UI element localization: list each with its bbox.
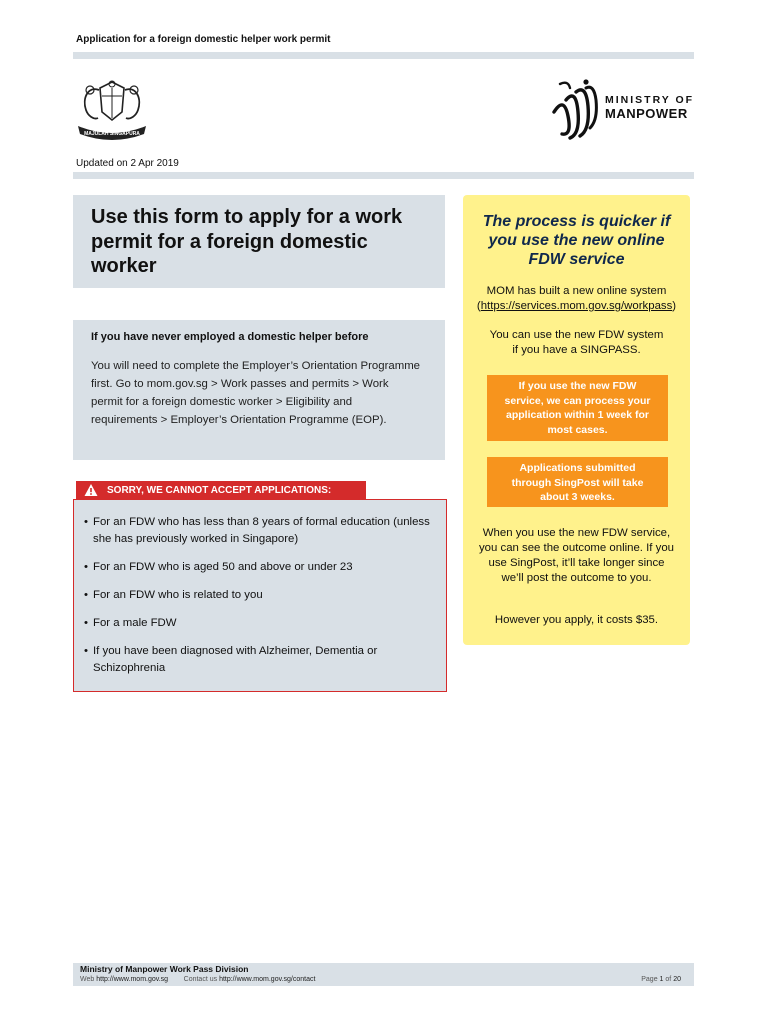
list-item: [84, 559, 434, 576]
fdw-speed-text: If you use the new FDW service, we can process your application within 1 week for most cases.: [504, 380, 651, 436]
page-of: of: [665, 976, 672, 983]
list-item-text: For an FDW who is aged 50 and above or under 23: [93, 561, 353, 573]
web-link[interactable]: http://www.mom.gov.sg: [96, 976, 169, 983]
never-employed-panel: [73, 320, 445, 460]
contact-link[interactable]: http://www.mom.gov.sg/contact: [219, 976, 316, 983]
online-service-sidebar: [463, 195, 690, 645]
singapore-crest-icon: [74, 76, 150, 140]
list-item: [84, 615, 434, 632]
singpass-text: You can use the new FDW system if you have a SINGPASS.: [489, 329, 664, 356]
bullet-icon: •: [84, 645, 88, 657]
updated-date: Updated on 2 Apr 2019: [76, 158, 179, 169]
list-item-text: For a male FDW: [93, 617, 177, 629]
warning-icon: [84, 483, 98, 497]
page-label: Page: [641, 976, 658, 983]
list-item: [84, 514, 434, 548]
cannot-accept-panel: [73, 499, 447, 692]
bullet-icon: •: [84, 589, 88, 601]
logo-ministry-text: MINISTRY OF: [605, 94, 695, 106]
singpost-text: Applications submitted through SingPost will take about 3 weeks.: [511, 462, 644, 503]
bullet-icon: •: [84, 617, 88, 629]
never-employed-heading: If you have never employed a domestic helper before: [91, 331, 369, 343]
workpass-link[interactable]: https://services.mom.gov.sg/workpass: [480, 300, 673, 312]
cost-text: However you apply, it costs $35.: [494, 614, 659, 626]
never-employed-body: You will need to complete the Employer’s Orientation Programme first. Go to mom.gov.sg > Work passes and permits > Work permit for a foreign domestic worker > Eligibility and requirements > Employer’s Orientation Programme (EOP).: [91, 360, 421, 426]
bullet-icon: •: [84, 561, 88, 573]
page-number: [641, 976, 681, 983]
online-system-text: [469, 284, 684, 314]
footer-links: [80, 976, 315, 983]
contact-label: Contact us: [183, 976, 218, 983]
list-item: [84, 587, 434, 604]
cannot-accept-tab: [76, 481, 366, 499]
web-label: Web: [80, 976, 95, 983]
footer-division: Ministry of Manpower Work Pass Division: [80, 964, 249, 974]
link-paren-close: ): [672, 300, 677, 312]
list-item: [84, 643, 434, 677]
fdw-speed-callout: [487, 375, 668, 441]
logo-manpower-text: MANPOWER: [605, 106, 688, 121]
outcome-text: When you use the new FDW service, you can see the outcome online. If you use SingPost, it’ll take longer since we’ll post the outcome to you.: [478, 527, 675, 584]
page-headline: Use this form to apply for a work permit for a foreign domestic worker: [91, 206, 403, 277]
list-item-text: For an FDW who is related to you: [93, 589, 263, 601]
page-current: 1: [659, 976, 664, 983]
cannot-accept-label: SORRY, WE CANNOT ACCEPT APPLICATIONS:: [107, 484, 332, 496]
list-item-text: If you have been diagnosed with Alzheimer, Dementia or Schizophrenia: [93, 645, 378, 674]
list-item-text: For an FDW who has less than 8 years of formal education (unless she has previously worked in Singapore): [93, 516, 430, 545]
crest-motto: MAJULAH SINGAPURA: [84, 131, 140, 137]
bullet-icon: •: [84, 516, 88, 528]
document-title: Application for a foreign domestic helper work permit: [76, 34, 331, 45]
headline-panel: [73, 195, 445, 288]
cannot-accept-list: [84, 514, 434, 688]
header-divider: [73, 52, 694, 59]
singpost-callout: [487, 457, 668, 507]
page-total: 20: [673, 976, 681, 983]
page-footer: [73, 963, 694, 986]
updated-divider: [73, 172, 694, 179]
link-paren-open: (: [476, 300, 481, 312]
built-text: MOM has built a new online system: [486, 285, 667, 297]
sidebar-heading: The process is quicker if you use the new online FDW service: [482, 213, 671, 268]
